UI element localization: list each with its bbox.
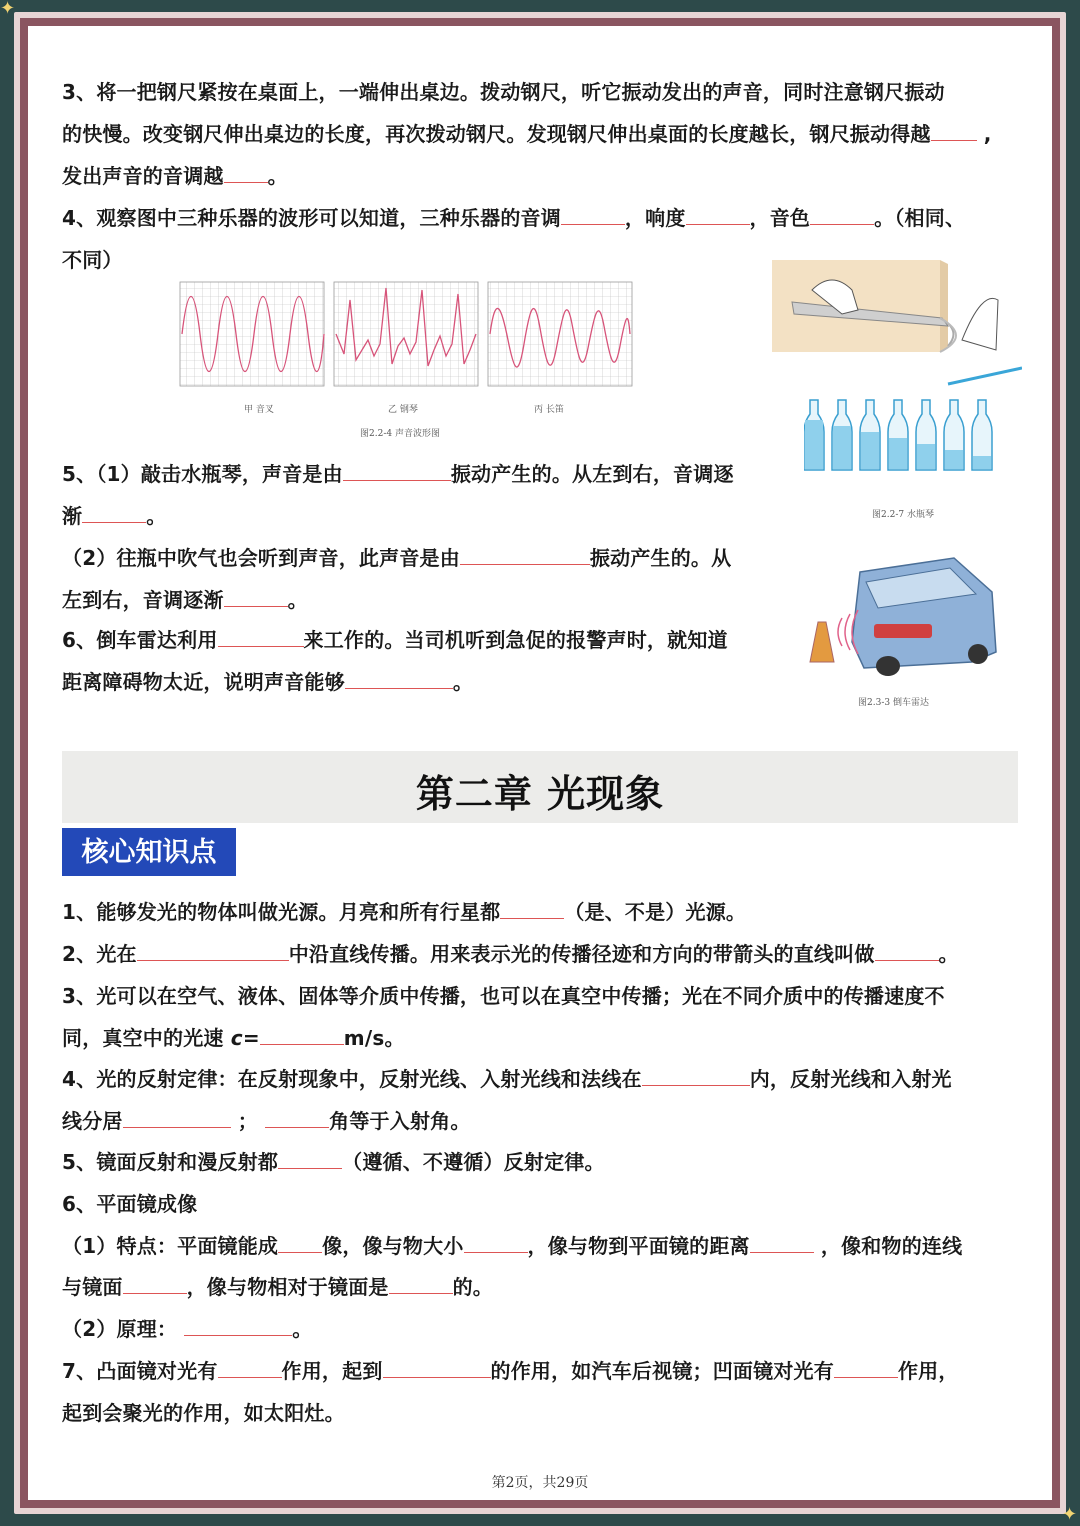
caption-wave-b: 乙 钢琴 — [388, 405, 418, 415]
corner-star-icon: ✦ — [1062, 1504, 1078, 1525]
answer-blank[interactable] — [383, 1359, 491, 1378]
q3-line1: 3、将一把钢尺紧按在桌面上，一端伸出桌边。拨动钢尺，听它振动发出的声音，同时注意钢尺振动 — [62, 80, 945, 104]
answer-blank[interactable] — [224, 164, 268, 183]
caption-car: 图2.3-3 倒车雷达 — [858, 698, 929, 708]
c2-item1: 1、能够发光的物体叫做光源。月亮和所有行星都 （是、不是）光源。 — [62, 900, 747, 924]
c2-item6-1-line2: 与镜面 ，像与物相对于镜面是 的。 — [62, 1275, 494, 1299]
c2-item4-line2: 线分居 ； 角等于入射角。 — [62, 1109, 471, 1133]
q4-line2: 不同） — [62, 248, 123, 272]
waveform-a — [180, 282, 324, 386]
corner-star-icon: ✦ — [0, 0, 16, 19]
answer-blank[interactable] — [265, 1109, 329, 1128]
q5-line3: （2）往瓶中吹气也会听到声音，此声音是由 振动产生的。从 — [62, 546, 732, 570]
answer-blank[interactable] — [218, 628, 304, 647]
chapter-header — [62, 751, 1018, 823]
answer-blank[interactable] — [642, 1067, 750, 1086]
c2-item3-line1: 3、光可以在空气、液体、固体等介质中传播，也可以在真空中传播；光在不同介质中的传播速度不 — [62, 984, 945, 1008]
waveform-c — [488, 282, 632, 386]
answer-blank[interactable] — [82, 504, 146, 523]
answer-blank[interactable] — [464, 1234, 528, 1253]
answer-blank[interactable] — [278, 1234, 322, 1253]
answer-blank[interactable] — [343, 462, 451, 481]
c2-item5: 5、镜面反射和漫反射都 （遵循、不遵循）反射定律。 — [62, 1150, 605, 1174]
q3-line3: 发出声音的音调越 。 — [62, 164, 288, 188]
caption-wave-a: 甲 音叉 — [244, 405, 274, 415]
q6-line2: 距离障碍物太近，说明声音能够 。 — [62, 670, 474, 694]
c2-item4-line1: 4、光的反射定律：在反射现象中，反射光线、入射光线和法线在 内，反射光线和入射光 — [62, 1067, 952, 1091]
answer-blank[interactable] — [750, 1234, 814, 1253]
q5-line2: 渐 。 — [62, 504, 167, 528]
answer-blank[interactable] — [224, 588, 288, 607]
ruler-illustration — [772, 260, 1022, 386]
waveform-b — [334, 282, 478, 386]
answer-blank[interactable] — [345, 670, 453, 689]
reversing-car-illustration — [804, 552, 1000, 692]
answer-blank[interactable] — [875, 942, 939, 961]
answer-blank[interactable] — [184, 1317, 292, 1336]
caption-bottles: 图2.2-7 水瓶琴 — [872, 510, 934, 520]
answer-blank[interactable] — [218, 1359, 282, 1378]
c2-item7-line1: 7、凸面镜对光有 作用，起到 的作用，如汽车后视镜；凹面镜对光有 作用， — [62, 1359, 959, 1383]
q5-line1: 5、（1）敲击水瓶琴，声音是由 振动产生的。从左到右，音调逐 — [62, 462, 734, 486]
waveform-figure — [178, 280, 634, 390]
core-knowledge-badge: 核心知识点 — [62, 828, 236, 876]
caption-wave-figure: 图2.2-4 声音波形图 — [360, 429, 440, 439]
c2-item6-1-line1: （1）特点：平面镜能成 像，像与物大小 ，像与物到平面镜的距离 ，像和物的连线 — [62, 1234, 963, 1258]
c2-item2: 2、光在 中沿直线传播。用来表示光的传播径迹和方向的带箭头的直线叫做 。 — [62, 942, 959, 966]
page-footer: 第2页，共29页 — [491, 1475, 589, 1491]
answer-blank[interactable] — [278, 1150, 342, 1169]
water-bottles-illustration — [804, 394, 1000, 474]
answer-blank[interactable] — [561, 206, 625, 225]
answer-blank[interactable] — [123, 1275, 187, 1294]
q3-line2: 的快慢。改变钢尺伸出桌边的长度，再次拨动钢尺。发现钢尺伸出桌面的长度越长，钢尺振动得越 , — [62, 122, 992, 146]
answer-blank[interactable] — [389, 1275, 453, 1294]
answer-blank[interactable] — [137, 942, 289, 961]
answer-blank[interactable] — [810, 206, 874, 225]
q6-line1: 6、倒车雷达利用 来工作的。当司机听到急促的报警声时，就知道 — [62, 628, 728, 652]
c2-item7-line2: 起到会聚光的作用，如太阳灶。 — [62, 1401, 345, 1425]
answer-blank[interactable] — [260, 1026, 344, 1045]
caption-wave-c: 丙 长笛 — [534, 405, 564, 415]
c2-item6: 6、平面镜成像 — [62, 1192, 198, 1216]
answer-blank[interactable] — [931, 122, 977, 141]
answer-blank[interactable] — [500, 900, 564, 919]
c2-item6-2: （2）原理： 。 — [62, 1317, 313, 1341]
q4-line1: 4、观察图中三种乐器的波形可以知道，三种乐器的音调 ，响度 ，音色 。（相同、 — [62, 206, 966, 230]
q5-line4: 左到右，音调逐渐 。 — [62, 588, 308, 612]
c2-item3-line2: 同，真空中的光速 c= m/s。 — [62, 1026, 405, 1050]
chapter-title: 第二章 光现象 — [415, 772, 665, 816]
answer-blank[interactable] — [460, 546, 590, 565]
answer-blank[interactable] — [123, 1109, 231, 1128]
answer-blank[interactable] — [834, 1359, 898, 1378]
answer-blank[interactable] — [686, 206, 750, 225]
